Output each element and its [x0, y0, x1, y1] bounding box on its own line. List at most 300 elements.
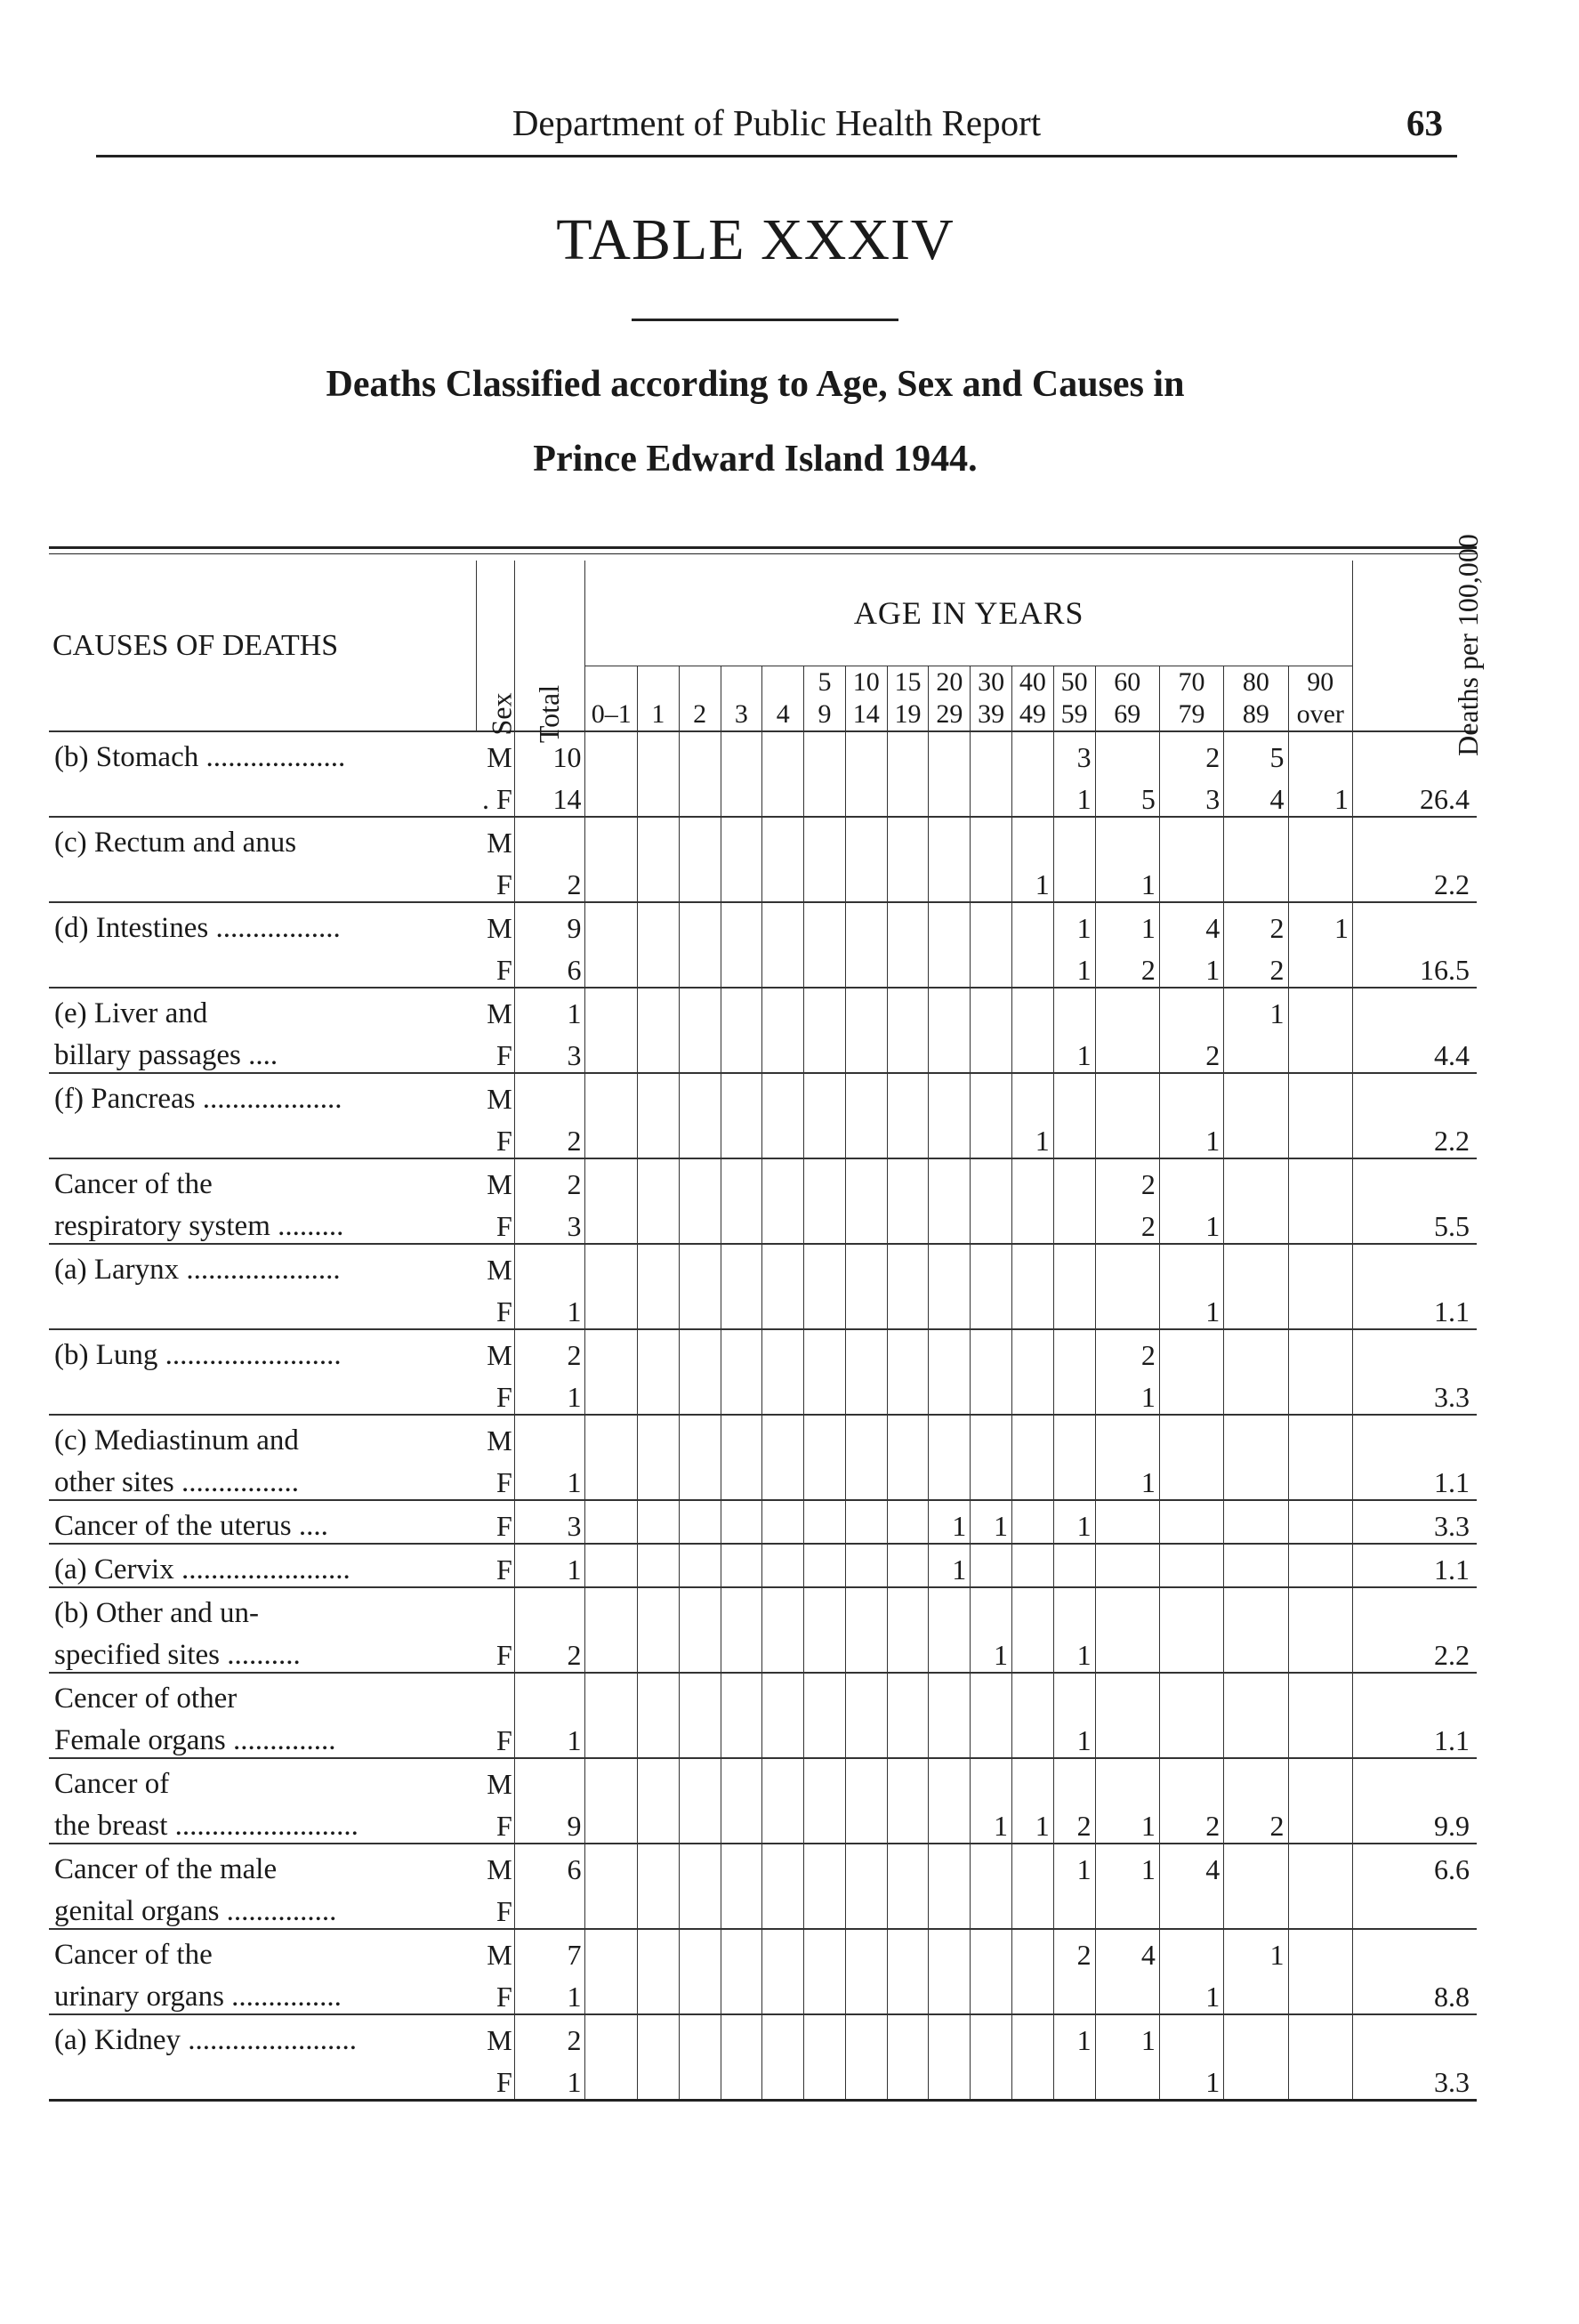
age-count-cell: [1159, 1758, 1223, 1801]
age-count-cell: [637, 1287, 679, 1329]
age-count-cell: [1012, 1715, 1054, 1758]
age-count-cell: [804, 1030, 846, 1073]
age-count-cell: [1095, 1287, 1159, 1329]
age-count-cell: [585, 1116, 637, 1158]
age-count-cell: [1159, 817, 1223, 859]
age-count-cell: [1224, 1372, 1288, 1415]
age-count-cell: [721, 945, 762, 988]
age-count-cell: [1053, 1073, 1095, 1116]
age-count-cell: [1012, 1758, 1054, 1801]
age-count-cell: 2: [1224, 902, 1288, 945]
age-count-cell: 2: [1095, 1158, 1159, 1201]
rate-cell: 1.1: [1352, 1457, 1477, 1500]
age-count-cell: [721, 902, 762, 945]
age-count-cell: [804, 1715, 846, 1758]
age-count-cell: [929, 1844, 971, 1886]
age-count-cell: [971, 1929, 1012, 1972]
cause-cell: Cancer of the uterus ....: [49, 1500, 477, 1544]
age-count-cell: [1288, 1630, 1352, 1673]
age-count-cell: [585, 1244, 637, 1287]
age-count-cell: [762, 1972, 804, 2014]
age-count-cell: 1: [1224, 988, 1288, 1030]
cause-cell: Cancer of the: [49, 1158, 477, 1201]
age-count-cell: [804, 1886, 846, 1929]
age-bracket-to: 2: [693, 699, 707, 729]
rate-cell: 2.2: [1352, 1116, 1477, 1158]
age-count-cell: [1095, 988, 1159, 1030]
age-count-cell: [887, 1886, 929, 1929]
age-count-cell: [1012, 1158, 1054, 1201]
total-cell: 9: [514, 1801, 585, 1844]
age-count-cell: [1012, 1587, 1054, 1630]
age-count-cell: [762, 2014, 804, 2057]
age-count-cell: [929, 1116, 971, 1158]
age-count-cell: [971, 1073, 1012, 1116]
age-count-cell: [637, 1500, 679, 1544]
rate-cell: 1.1: [1352, 1544, 1477, 1587]
age-count-cell: [887, 1415, 929, 1457]
table-subtitle-line2: Prince Edward Island 1944.: [533, 439, 978, 480]
age-count-cell: [887, 1758, 929, 1801]
age-bracket-to: 14: [852, 699, 880, 729]
age-count-cell: [1012, 1415, 1054, 1457]
table-row: [49, 2014, 1477, 2057]
table-row: [49, 1801, 1477, 1844]
age-count-cell: [1012, 1630, 1054, 1673]
age-count-cell: [887, 1929, 929, 1972]
age-count-cell: [762, 1673, 804, 1715]
age-count-cell: [929, 1030, 971, 1073]
table-row: [49, 817, 1477, 859]
rate-cell: 4.4: [1352, 1030, 1477, 1073]
sex-cell: F: [477, 1544, 515, 1587]
age-count-cell: 1: [1159, 945, 1223, 988]
table-row: [49, 1715, 1477, 1758]
age-count-cell: [1224, 1457, 1288, 1500]
age-count-cell: [1159, 1886, 1223, 1929]
age-count-cell: 2: [1095, 1329, 1159, 1372]
age-count-cell: [887, 902, 929, 945]
age-count-cell: [887, 1500, 929, 1544]
age-count-cell: [762, 1158, 804, 1201]
age-count-cell: [887, 1972, 929, 2014]
age-count-cell: [585, 1929, 637, 1972]
age-count-cell: 1: [1095, 1844, 1159, 1886]
age-count-cell: [1159, 2014, 1223, 2057]
age-count-cell: [1288, 1500, 1352, 1544]
age-count-cell: [845, 1587, 887, 1630]
rate-cell: [1352, 1415, 1477, 1457]
age-count-cell: [637, 1758, 679, 1801]
age-bracket-header: [637, 666, 679, 732]
age-count-cell: [679, 1158, 721, 1201]
rate-cell: [1352, 1929, 1477, 1972]
age-count-cell: [1012, 1244, 1054, 1287]
rate-cell: 26.4: [1352, 774, 1477, 817]
age-count-cell: [585, 1972, 637, 2014]
age-count-cell: [845, 1329, 887, 1372]
age-count-cell: [845, 1630, 887, 1673]
age-count-cell: [845, 1415, 887, 1457]
age-count-cell: 4: [1224, 774, 1288, 817]
age-count-cell: 1: [1095, 1801, 1159, 1844]
age-count-cell: [679, 1287, 721, 1329]
rate-cell: 2.2: [1352, 1630, 1477, 1673]
age-count-cell: [679, 1801, 721, 1844]
age-count-cell: 1: [1053, 1844, 1095, 1886]
age-count-cell: [637, 1587, 679, 1630]
age-count-cell: [679, 1715, 721, 1758]
total-cell: 6: [514, 945, 585, 988]
age-count-cell: [679, 1886, 721, 1929]
age-count-cell: [845, 1929, 887, 1972]
age-count-cell: [1095, 731, 1159, 774]
rate-cell: 6.6: [1352, 1844, 1477, 1886]
age-count-cell: [929, 731, 971, 774]
table-row: [49, 1244, 1477, 1287]
age-count-cell: [1159, 859, 1223, 902]
age-count-cell: [679, 1844, 721, 1886]
age-count-cell: [887, 2057, 929, 2101]
age-count-cell: [679, 2057, 721, 2101]
table-row: [49, 1844, 1477, 1886]
age-bracket-from: 10: [852, 667, 880, 697]
age-count-cell: 3: [1053, 731, 1095, 774]
age-count-cell: [1288, 1287, 1352, 1329]
age-count-cell: [637, 1457, 679, 1500]
age-count-cell: [1095, 1673, 1159, 1715]
age-bracket-header: [1095, 666, 1159, 732]
sex-cell: M: [477, 1929, 515, 1972]
total-cell: [514, 1244, 585, 1287]
sex-cell: F: [495, 1466, 512, 1498]
age-count-cell: [1053, 1201, 1095, 1244]
age-bracket-header: [1012, 666, 1054, 732]
age-count-cell: [585, 1158, 637, 1201]
age-bracket-to: 49: [1019, 699, 1046, 729]
age-count-cell: [679, 1758, 721, 1801]
age-count-cell: [762, 817, 804, 859]
age-count-cell: [971, 817, 1012, 859]
age-count-cell: [637, 1630, 679, 1673]
age-count-cell: [1053, 1158, 1095, 1201]
age-count-cell: [1159, 1158, 1223, 1201]
age-count-cell: [804, 1201, 846, 1244]
age-count-cell: [887, 1630, 929, 1673]
age-count-cell: [1095, 1886, 1159, 1929]
age-count-cell: [887, 1457, 929, 1500]
age-count-cell: [845, 1758, 887, 1801]
table-row: [49, 1372, 1477, 1415]
age-count-cell: [845, 1287, 887, 1329]
age-count-cell: 1: [1053, 1030, 1095, 1073]
total-cell: 1: [514, 1457, 585, 1500]
age-count-cell: [804, 945, 846, 988]
total-cell: 1: [514, 1715, 585, 1758]
age-count-cell: [1012, 817, 1054, 859]
age-count-cell: [1053, 1329, 1095, 1372]
rate-cell: [1352, 1673, 1477, 1715]
age-count-cell: [804, 1544, 846, 1587]
sex-cell: F: [495, 1381, 512, 1413]
age-count-cell: 1: [1224, 1929, 1288, 1972]
age-count-cell: [1288, 988, 1352, 1030]
age-count-cell: [721, 774, 762, 817]
age-count-cell: [845, 2014, 887, 2057]
age-count-cell: [1288, 859, 1352, 902]
age-count-cell: [845, 1544, 887, 1587]
age-count-cell: [762, 1886, 804, 1929]
age-count-cell: [637, 1158, 679, 1201]
total-cell: 1: [514, 1544, 585, 1587]
age-count-cell: 1: [1053, 774, 1095, 817]
age-count-cell: [929, 1372, 971, 1415]
age-count-cell: 1: [971, 1500, 1012, 1544]
table-row: [49, 1073, 1477, 1116]
sex-cell: M: [477, 731, 515, 774]
age-count-cell: [1288, 1372, 1352, 1415]
age-count-cell: [762, 1715, 804, 1758]
sex-cell: . F: [481, 783, 512, 815]
age-count-cell: [1012, 1329, 1054, 1372]
age-count-cell: 1: [971, 1801, 1012, 1844]
age-count-cell: 1: [1159, 1287, 1223, 1329]
cause-cell: Female organs ..............: [54, 1724, 336, 1756]
age-count-cell: [1288, 1758, 1352, 1801]
table-top-rule-thin: [49, 553, 1477, 554]
rate-cell: 3.3: [1352, 1372, 1477, 1415]
age-count-cell: [721, 1287, 762, 1329]
age-count-cell: [971, 1715, 1012, 1758]
age-count-cell: [721, 1073, 762, 1116]
age-count-cell: [637, 774, 679, 817]
age-count-cell: [887, 1287, 929, 1329]
age-count-cell: [845, 1116, 887, 1158]
age-count-cell: [762, 1929, 804, 1972]
sex-cell: M: [477, 1844, 515, 1886]
age-count-cell: 1: [929, 1500, 971, 1544]
age-count-cell: [804, 1158, 846, 1201]
age-count-cell: [804, 1415, 846, 1457]
age-count-cell: 2: [1159, 731, 1223, 774]
age-count-cell: [845, 859, 887, 902]
age-count-cell: [679, 1673, 721, 1715]
table-row: [49, 1630, 1477, 1673]
age-count-cell: [1159, 1372, 1223, 1415]
age-bracket-header: [679, 666, 721, 732]
age-count-cell: [762, 1587, 804, 1630]
age-count-cell: [1012, 774, 1054, 817]
age-count-cell: 1: [1159, 1972, 1223, 2014]
age-count-cell: 1: [1095, 2014, 1159, 2057]
age-count-cell: [804, 2057, 846, 2101]
age-count-cell: [1159, 1457, 1223, 1500]
age-count-cell: 1: [1095, 1457, 1159, 1500]
age-count-cell: [1159, 1587, 1223, 1630]
age-count-cell: [929, 2057, 971, 2101]
cause-cell: [49, 1116, 477, 1158]
page-header: [96, 100, 1457, 157]
age-count-cell: [721, 1587, 762, 1630]
age-count-cell: 1: [1053, 1500, 1095, 1544]
age-count-cell: [1095, 1116, 1159, 1158]
cause-cell: [49, 1372, 477, 1415]
age-count-cell: [721, 1844, 762, 1886]
age-count-cell: [887, 1801, 929, 1844]
age-count-cell: [971, 1844, 1012, 1886]
age-count-cell: [887, 774, 929, 817]
age-count-cell: [887, 988, 929, 1030]
age-count-cell: [637, 1886, 679, 1929]
age-count-cell: 1: [1159, 2057, 1223, 2101]
age-bracket-to: 39: [978, 699, 1005, 729]
total-cell: 2: [514, 1630, 585, 1673]
age-count-cell: 2: [1224, 945, 1288, 988]
total-cell: [514, 1758, 585, 1801]
sex-cell: M: [477, 902, 515, 945]
age-count-cell: [1012, 2057, 1054, 2101]
table-row: [49, 859, 1477, 902]
rate-cell: [1352, 1587, 1477, 1630]
age-bracket-from: 15: [894, 667, 922, 697]
age-count-cell: [1095, 1244, 1159, 1287]
age-count-cell: [721, 1500, 762, 1544]
age-count-cell: [721, 1801, 762, 1844]
age-count-cell: [845, 988, 887, 1030]
age-count-cell: [679, 1329, 721, 1372]
age-count-cell: [721, 988, 762, 1030]
age-count-cell: [929, 1158, 971, 1201]
age-count-cell: [679, 1457, 721, 1500]
sex-cell: F: [495, 1210, 512, 1242]
age-bracket-from: 80: [1242, 667, 1269, 697]
age-bracket-from: 20: [936, 667, 963, 697]
table-row: [49, 1116, 1477, 1158]
table-row: [49, 1030, 1477, 1073]
age-count-cell: [762, 988, 804, 1030]
age-count-cell: [585, 945, 637, 988]
age-count-cell: [1288, 1886, 1352, 1929]
age-count-cell: [804, 1244, 846, 1287]
rate-cell: [1352, 1158, 1477, 1201]
age-count-cell: 1: [1095, 902, 1159, 945]
age-count-cell: [585, 1544, 637, 1587]
age-count-cell: [585, 1030, 637, 1073]
age-count-cell: [1159, 1244, 1223, 1287]
age-count-cell: 1: [1288, 902, 1352, 945]
age-count-cell: [929, 1073, 971, 1116]
age-count-cell: [1012, 731, 1054, 774]
age-count-cell: 1: [1095, 1372, 1159, 1415]
age-bracket-header: [971, 666, 1012, 732]
age-bracket-header: [585, 666, 637, 732]
age-count-cell: [929, 945, 971, 988]
age-count-cell: [637, 1673, 679, 1715]
age-count-cell: [679, 859, 721, 902]
rate-cell: [1352, 1073, 1477, 1116]
rate-cell: [1352, 902, 1477, 945]
age-count-cell: 1: [1159, 1201, 1223, 1244]
age-count-cell: [1288, 1158, 1352, 1201]
age-count-cell: [1224, 1287, 1288, 1329]
age-count-cell: [929, 1972, 971, 2014]
age-count-cell: [679, 945, 721, 988]
total-cell: 2: [514, 1329, 585, 1372]
cause-cell: (b) Lung ........................: [49, 1329, 477, 1372]
sex-cell: F: [495, 954, 512, 986]
age-count-cell: [1224, 1158, 1288, 1201]
age-count-cell: [1288, 1715, 1352, 1758]
cause-cell: [49, 774, 477, 817]
age-count-cell: [929, 1457, 971, 1500]
total-cell: 3: [514, 1030, 585, 1073]
age-count-cell: [804, 859, 846, 902]
age-bracket-to: 3: [734, 699, 748, 729]
age-count-cell: [585, 1630, 637, 1673]
age-count-cell: [971, 774, 1012, 817]
age-count-cell: [1012, 1544, 1054, 1587]
total-cell: 1: [514, 1972, 585, 2014]
age-count-cell: [721, 1415, 762, 1457]
age-count-cell: [804, 902, 846, 945]
age-count-cell: [804, 1372, 846, 1415]
age-count-cell: 1: [1053, 1715, 1095, 1758]
age-count-cell: [1159, 1500, 1223, 1544]
age-count-cell: [1224, 1886, 1288, 1929]
age-count-cell: [679, 1587, 721, 1630]
age-count-cell: [637, 1030, 679, 1073]
table-row: [49, 731, 1477, 774]
age-count-cell: [845, 1073, 887, 1116]
age-count-cell: [971, 1457, 1012, 1500]
age-count-cell: [1012, 1886, 1054, 1929]
age-count-cell: [1288, 1244, 1352, 1287]
age-count-cell: [721, 1372, 762, 1415]
age-count-cell: [1053, 1544, 1095, 1587]
age-count-cell: [845, 1158, 887, 1201]
age-count-cell: [585, 817, 637, 859]
age-count-cell: [929, 1758, 971, 1801]
age-count-cell: 1: [1012, 1801, 1054, 1844]
age-count-cell: [971, 1287, 1012, 1329]
age-bracket-to: 59: [1060, 699, 1088, 729]
age-count-cell: [637, 2057, 679, 2101]
age-count-cell: [929, 1201, 971, 1244]
age-bracket-to: 79: [1178, 699, 1205, 729]
age-count-cell: [1224, 1329, 1288, 1372]
total-cell: 1: [514, 1287, 585, 1329]
total-cell: 9: [514, 902, 585, 945]
age-bracket-to: 9: [818, 699, 832, 729]
sex-cell: F: [495, 1981, 512, 2013]
age-count-cell: [721, 1030, 762, 1073]
age-bracket-from: 60: [1114, 667, 1141, 697]
total-cell: 1: [514, 2057, 585, 2101]
table-row: [49, 1329, 1477, 1372]
age-count-cell: [971, 1116, 1012, 1158]
age-count-cell: [585, 1673, 637, 1715]
age-bracket-from: 40: [1019, 667, 1046, 697]
sex-cell: [477, 1673, 515, 1715]
age-count-cell: [887, 2014, 929, 2057]
age-count-cell: [679, 1073, 721, 1116]
age-count-cell: [585, 1801, 637, 1844]
age-count-cell: 1: [1095, 859, 1159, 902]
age-count-cell: [637, 1116, 679, 1158]
age-count-cell: [721, 1758, 762, 1801]
age-count-cell: [1012, 1287, 1054, 1329]
age-count-cell: [1012, 1500, 1054, 1544]
